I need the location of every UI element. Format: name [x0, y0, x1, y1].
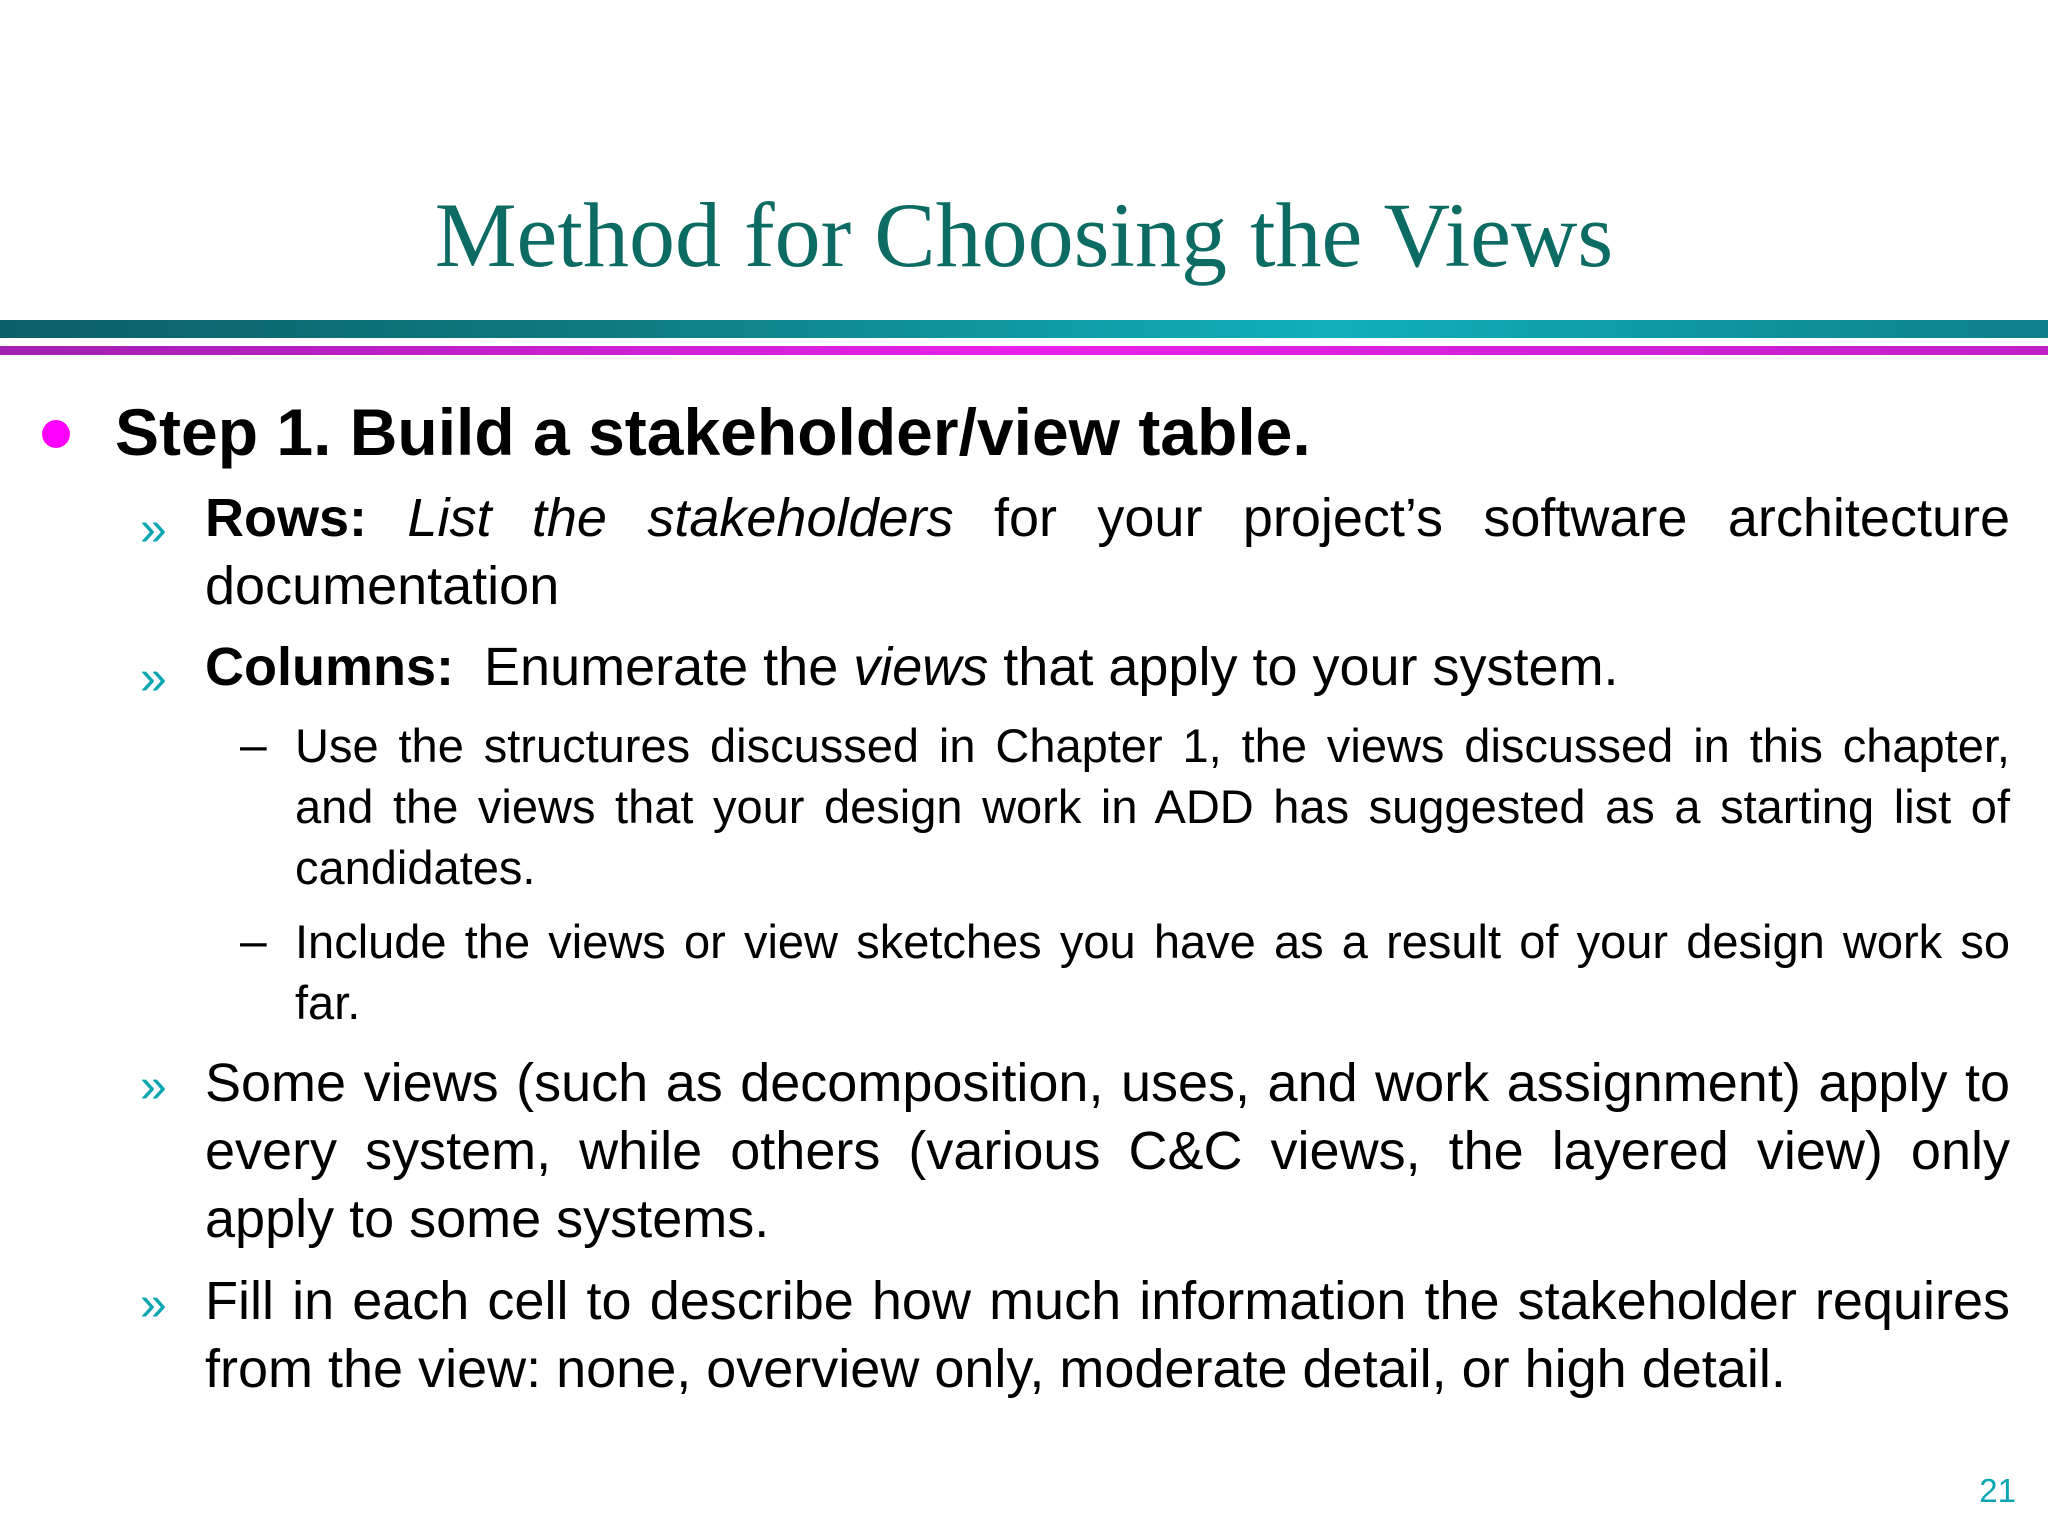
- columns-emphasis: views: [853, 637, 989, 697]
- dash-marker-icon: –: [240, 915, 267, 968]
- step-heading: Step 1. Build a stakeholder/view table.: [115, 395, 1311, 469]
- rows-text: for your project’s software architecture documentation: [205, 488, 2010, 616]
- columns-label: Columns:: [205, 637, 454, 697]
- bullet-dot-icon: [42, 420, 70, 448]
- sub-bullet-marker-icon: »: [140, 1060, 167, 1113]
- title-divider-teal: [0, 320, 2048, 338]
- columns-post: that apply to your system.: [988, 637, 1619, 697]
- columns-pre: Enumerate the: [484, 637, 854, 697]
- title-divider-magenta: [0, 346, 2048, 355]
- sub-bullet-marker-icon: »: [140, 652, 167, 705]
- dash-marker-icon: –: [240, 719, 267, 772]
- list-item-fill-in: Fill in each cell to describe how much information the stakeholder requires from the view: none, overview only, moderate detail, or high detail.: [205, 1271, 2010, 1399]
- list-item-columns: [205, 633, 2010, 701]
- sub-bullet-marker-icon: »: [140, 503, 167, 556]
- rows-label: Rows:: [205, 488, 367, 548]
- sub-list-item: Use the structures discussed in Chapter 1, the views discussed in this chapter, and the views that your design work in ADD has suggested as a starting list of candidates.: [295, 719, 2010, 894]
- sub-bullet-marker-icon: »: [140, 1278, 167, 1331]
- sub-list-item: Include the views or view sketches you have as a result of your design work so far.: [295, 915, 2010, 1029]
- list-item-rows: [205, 484, 2010, 620]
- list-item-some-views: Some views (such as decomposition, uses, and work assignment) apply to every system, while others (various C&C views, the layered view) only apply to some systems.: [205, 1053, 2010, 1249]
- rows-emphasis: List the stakeholders: [407, 488, 954, 548]
- slide-title: Method for Choosing the Views: [434, 184, 1614, 286]
- page-number: 21: [1979, 1472, 2016, 1509]
